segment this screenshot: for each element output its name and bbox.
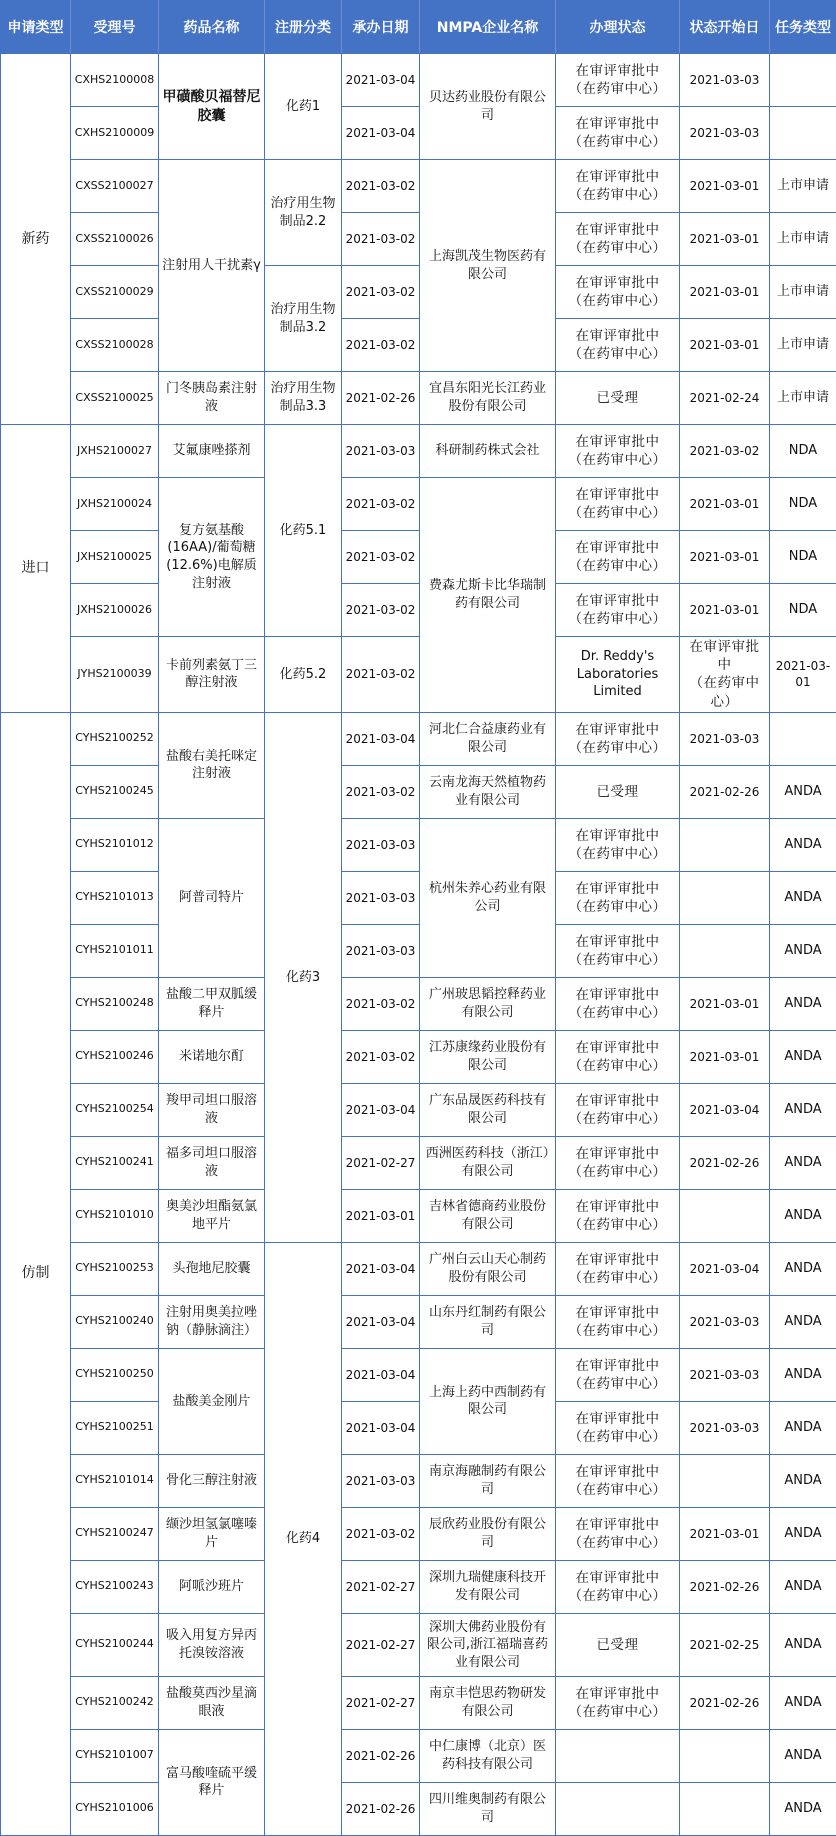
- task-type-cell: ANDA: [770, 1454, 836, 1507]
- task-type-cell: ANDA: [770, 818, 836, 871]
- header-registration-class: 注册分类: [265, 1, 342, 54]
- header-application-type: 申请类型: [1, 1, 71, 54]
- status-cell: [556, 1782, 680, 1835]
- header-undertake-date: 承办日期: [342, 1, 420, 54]
- status-start-date-cell: [680, 818, 770, 871]
- header-acceptance-number: 受理号: [71, 1, 159, 54]
- status-start-date-cell: 2021-03-03: [680, 1348, 770, 1401]
- table-row: [1, 637, 836, 713]
- table-row: [1, 1348, 836, 1401]
- status-cell: 在审评审批中 （在药审中心）: [556, 1136, 680, 1189]
- status-start-date-cell: 2021-03-02: [680, 425, 770, 478]
- status-start-date-cell: 2021-03-01: [680, 478, 770, 531]
- status-cell: 在审评审批中 （在药审中心）: [556, 712, 680, 765]
- status-cell: 在审评审批中 （在药审中心）: [556, 818, 680, 871]
- company-name-cell: 南京海融制药有限公司: [420, 1454, 556, 1507]
- task-type-cell: ANDA: [770, 977, 836, 1030]
- table-row: [1, 1782, 836, 1835]
- task-type-cell: ANDA: [770, 1295, 836, 1348]
- acceptance-number-cell: CYHS2100244: [71, 1613, 159, 1676]
- table-row: [1, 107, 836, 160]
- undertake-date-cell: 2021-03-02: [342, 765, 420, 818]
- status-cell: 在审评审批中 （在药审中心）: [556, 425, 680, 478]
- acceptance-number-cell: CYHS2101011: [71, 924, 159, 977]
- table-row: [1, 1560, 836, 1613]
- company-name-cell: 四川维奥制药有限公司: [420, 1782, 556, 1835]
- undertake-date-cell: 2021-03-04: [342, 1083, 420, 1136]
- acceptance-number-cell: CYHS2101014: [71, 1454, 159, 1507]
- task-type-cell: ANDA: [770, 1729, 836, 1782]
- company-name-cell: 吉林省德商药业股份有限公司: [420, 1189, 556, 1242]
- drug-name-cell: 缬沙坦氢氯噻嗪片: [159, 1507, 265, 1560]
- status-start-date-cell: [680, 871, 770, 924]
- task-type-cell: 上市申请: [770, 372, 836, 425]
- registration-class-cell: 化药5.2: [265, 637, 342, 713]
- undertake-date-cell: 2021-02-26: [342, 372, 420, 425]
- table-row: [1, 478, 836, 531]
- application-type-cell: 仿制: [1, 712, 71, 1835]
- undertake-date-cell: 2021-02-27: [342, 1560, 420, 1613]
- task-type-cell: NDA: [770, 478, 836, 531]
- task-type-cell: [770, 107, 836, 160]
- acceptance-number-cell: CYHS2100242: [71, 1676, 159, 1729]
- status-cell: 在审评审批中 （在药审中心）: [556, 266, 680, 319]
- table-row: [1, 818, 836, 871]
- status-start-date-cell: 2021-03-01: [680, 977, 770, 1030]
- drug-name-cell: 门冬胰岛素注射液: [159, 372, 265, 425]
- status-cell: 在审评审批中 （在药审中心）: [556, 107, 680, 160]
- table-row: [1, 871, 836, 924]
- status-start-date-cell: 2021-03-01: [680, 213, 770, 266]
- status-start-date-cell: 2021-02-26: [680, 1560, 770, 1613]
- table-row: [1, 1136, 836, 1189]
- task-type-cell: ANDA: [770, 1030, 836, 1083]
- undertake-date-cell: 2021-03-04: [342, 712, 420, 765]
- status-start-date-cell: 2021-03-01: [680, 160, 770, 213]
- header-drug-name: 药品名称: [159, 1, 265, 54]
- task-type-cell: 上市申请: [770, 213, 836, 266]
- task-type-cell: ANDA: [770, 1507, 836, 1560]
- table-row: [1, 1083, 836, 1136]
- company-name-cell: 深圳九瑞健康科技开发有限公司: [420, 1560, 556, 1613]
- registration-class-cell: 治疗用生物制品3.2: [265, 266, 342, 372]
- drug-name-cell: 头孢地尼胶囊: [159, 1242, 265, 1295]
- drug-name-cell: 盐酸右美托咪定注射液: [159, 712, 265, 818]
- undertake-date-cell: 2021-03-04: [342, 54, 420, 107]
- table-row: [1, 425, 836, 478]
- status-start-date-cell: [680, 1189, 770, 1242]
- header-company-name: NMPA企业名称: [420, 1, 556, 54]
- acceptance-number-cell: CXSS2100027: [71, 160, 159, 213]
- status-cell: 在审评审批中 （在药审中心）: [556, 1348, 680, 1401]
- status-start-date-cell: 2021-03-01: [680, 1507, 770, 1560]
- acceptance-number-cell: JXHS2100027: [71, 425, 159, 478]
- drug-name-cell: 注射用奥美拉唑钠（静脉滴注）: [159, 1295, 265, 1348]
- task-type-cell: ANDA: [770, 924, 836, 977]
- table-row: [1, 1242, 836, 1295]
- status-cell: 在审评审批中 （在药审中心）: [556, 1295, 680, 1348]
- task-type-cell: ANDA: [770, 1676, 836, 1729]
- registration-class-cell: 化药1: [265, 54, 342, 160]
- status-cell: 在审评审批中 （在药审中心）: [556, 54, 680, 107]
- drug-name-cell: 盐酸二甲双胍缓释片: [159, 977, 265, 1030]
- status-start-date-cell: 2021-03-04: [680, 1083, 770, 1136]
- status-cell: 在审评审批中 （在药审中心）: [556, 1189, 680, 1242]
- task-type-cell: NDA: [770, 584, 836, 637]
- company-name-cell: 南京丰恺思药物研发有限公司: [420, 1676, 556, 1729]
- status-cell: 在审评审批中 （在药审中心）: [556, 1507, 680, 1560]
- acceptance-number-cell: CYHS2100250: [71, 1348, 159, 1401]
- status-cell: 已受理: [556, 372, 680, 425]
- table-row: [1, 213, 836, 266]
- company-name-cell: 中仁康博（北京）医药科技有限公司: [420, 1729, 556, 1782]
- company-name-cell: 费森尤斯卡比华瑞制药有限公司: [420, 478, 556, 713]
- company-name-cell: 上海凯茂生物医药有限公司: [420, 160, 556, 372]
- undertake-date-cell: 2021-03-04: [342, 107, 420, 160]
- header-status-start-date: 状态开始日: [680, 1, 770, 54]
- drug-name-cell: 米诺地尔酊: [159, 1030, 265, 1083]
- status-cell: 在审评审批中 （在药审中心）: [556, 1030, 680, 1083]
- task-type-cell: ANDA: [770, 1136, 836, 1189]
- task-type-cell: ANDA: [770, 871, 836, 924]
- table-row: [1, 160, 836, 213]
- table-row: [1, 266, 836, 319]
- company-name-cell: 宜昌东阳光长江药业股份有限公司: [420, 372, 556, 425]
- company-name-cell: 山东丹红制药有限公司: [420, 1295, 556, 1348]
- task-type-cell: ANDA: [770, 765, 836, 818]
- acceptance-number-cell: CXSS2100029: [71, 266, 159, 319]
- acceptance-number-cell: CYHS2100248: [71, 977, 159, 1030]
- undertake-date-cell: 2021-03-04: [342, 1295, 420, 1348]
- status-start-date-cell: 2021-03-01: [680, 531, 770, 584]
- status-start-date-cell: [680, 1454, 770, 1507]
- status-cell: 在审评审批中 （在药审中心）: [556, 160, 680, 213]
- status-start-date-cell: 2021-03-04: [680, 1242, 770, 1295]
- acceptance-number-cell: CXSS2100028: [71, 319, 159, 372]
- table-row: [1, 1729, 836, 1782]
- status-cell: 在审评审批中 （在药审中心）: [556, 478, 680, 531]
- company-name-cell: 江苏康缘药业股份有限公司: [420, 1030, 556, 1083]
- table-row: [1, 1454, 836, 1507]
- task-type-cell: NDA: [770, 425, 836, 478]
- registration-class-cell: 治疗用生物制品3.3: [265, 372, 342, 425]
- application-type-cell: 新药: [1, 54, 71, 425]
- registration-class-cell: 化药5.1: [265, 425, 342, 637]
- drug-name-cell: 注射用人干扰素γ: [159, 160, 265, 372]
- company-name-cell: 云南龙海天然植物药业有限公司: [420, 765, 556, 818]
- acceptance-number-cell: CYHS2100246: [71, 1030, 159, 1083]
- drug-name-cell: 甲磺酸贝福替尼胶囊: [159, 54, 265, 160]
- table-row: [1, 319, 836, 372]
- company-name-cell: 上海上药中西制药有限公司: [420, 1348, 556, 1454]
- company-name-cell: Dr. Reddy's Laboratories Limited: [556, 637, 680, 713]
- company-name-cell: 杭州朱养心药业有限公司: [420, 818, 556, 977]
- status-start-date-cell: 2021-03-01: [680, 1030, 770, 1083]
- drug-name-cell: 福多司坦口服溶液: [159, 1136, 265, 1189]
- application-type-cell: 进口: [1, 425, 71, 713]
- acceptance-number-cell: CXHS2100009: [71, 107, 159, 160]
- acceptance-number-cell: CYHS2100252: [71, 712, 159, 765]
- acceptance-number-cell: CYHS2100251: [71, 1401, 159, 1454]
- status-cell: 在审评审批中 （在药审中心）: [556, 1454, 680, 1507]
- table-row: [1, 924, 836, 977]
- drug-name-cell: 吸入用复方异丙托溴铵溶液: [159, 1613, 265, 1676]
- task-type-cell: ANDA: [770, 1782, 836, 1835]
- undertake-date-cell: 2021-03-02: [342, 319, 420, 372]
- status-start-date-cell: 2021-03-03: [680, 1295, 770, 1348]
- company-name-cell: 西洲医药科技（浙江）有限公司: [420, 1136, 556, 1189]
- acceptance-number-cell: CYHS2101006: [71, 1782, 159, 1835]
- undertake-date-cell: 2021-03-03: [342, 1454, 420, 1507]
- acceptance-number-cell: CXSS2100025: [71, 372, 159, 425]
- status-cell: 已受理: [556, 1613, 680, 1676]
- drug-name-cell: 盐酸莫西沙星滴眼液: [159, 1676, 265, 1729]
- header-status: 办理状态: [556, 1, 680, 54]
- drug-name-cell: 阿哌沙班片: [159, 1560, 265, 1613]
- company-name-cell: 贝达药业股份有限公司: [420, 54, 556, 160]
- task-type-cell: ANDA: [770, 1083, 836, 1136]
- drug-name-cell: 艾氟康唑搽剂: [159, 425, 265, 478]
- acceptance-number-cell: CYHS2100253: [71, 1242, 159, 1295]
- drug-name-cell: 奥美沙坦酯氨氯地平片: [159, 1189, 265, 1242]
- table-row: [1, 1401, 836, 1454]
- table-row: [1, 1676, 836, 1729]
- status-start-date-cell: 2021-02-26: [680, 1136, 770, 1189]
- undertake-date-cell: 2021-03-03: [342, 871, 420, 924]
- undertake-date-cell: 2021-03-04: [342, 1348, 420, 1401]
- acceptance-number-cell: CYHS2100245: [71, 765, 159, 818]
- undertake-date-cell: 2021-03-02: [342, 1507, 420, 1560]
- status-cell: [556, 1729, 680, 1782]
- acceptance-number-cell: CXHS2100008: [71, 54, 159, 107]
- acceptance-number-cell: CYHS2101010: [71, 1189, 159, 1242]
- status-cell: 在审评审批中 （在药审中心）: [556, 1560, 680, 1613]
- undertake-date-cell: 2021-03-03: [342, 818, 420, 871]
- company-name-cell: 广州白云山天心制药股份有限公司: [420, 1242, 556, 1295]
- drug-name-cell: 卡前列素氨丁三醇注射液: [159, 637, 265, 713]
- task-type-cell: 上市申请: [770, 160, 836, 213]
- company-name-cell: 广东品晟医药科技有限公司: [420, 1083, 556, 1136]
- undertake-date-cell: 2021-03-03: [342, 425, 420, 478]
- undertake-date-cell: 2021-03-02: [342, 213, 420, 266]
- status-cell: 在审评审批中 （在药审中心）: [556, 871, 680, 924]
- undertake-date-cell: 2021-03-02: [342, 1030, 420, 1083]
- header-task-type: 任务类型: [770, 1, 836, 54]
- undertake-date-cell: 2021-03-02: [342, 531, 420, 584]
- registration-class-cell: 化药4: [265, 1242, 342, 1835]
- acceptance-number-cell: JXHS2100026: [71, 584, 159, 637]
- status-cell: 在审评审批中 （在药审中心）: [556, 1401, 680, 1454]
- acceptance-number-cell: CYHS2101013: [71, 871, 159, 924]
- drug-name-cell: 盐酸美金刚片: [159, 1348, 265, 1454]
- status-cell: 在审评审批中 （在药审中心）: [556, 319, 680, 372]
- acceptance-number-cell: CYHS2100243: [71, 1560, 159, 1613]
- acceptance-number-cell: JXHS2100025: [71, 531, 159, 584]
- undertake-date-cell: 2021-03-04: [342, 1401, 420, 1454]
- undertake-date-cell: 2021-03-03: [342, 924, 420, 977]
- undertake-date-cell: 2021-03-02: [342, 584, 420, 637]
- table-row: [1, 1295, 836, 1348]
- task-type-cell: ANDA: [770, 1560, 836, 1613]
- status-start-date-cell: [680, 924, 770, 977]
- acceptance-number-cell: CYHS2101007: [71, 1729, 159, 1782]
- status-cell: 在审评审批中 （在药审中心）: [556, 1083, 680, 1136]
- status-start-date-cell: 2021-02-26: [680, 1676, 770, 1729]
- status-start-date-cell: 2021-03-03: [680, 1401, 770, 1454]
- undertake-date-cell: 2021-03-02: [342, 160, 420, 213]
- company-name-cell: 辰欣药业股份有限公司: [420, 1507, 556, 1560]
- drug-name-cell: 复方氨基酸(16AA)/葡萄糖(12.6%)电解质注射液: [159, 478, 265, 637]
- drug-name-cell: 富马酸喹硫平缓释片: [159, 1729, 265, 1835]
- undertake-date-cell: 2021-03-02: [342, 478, 420, 531]
- status-start-date-cell: 2021-03-01: [680, 266, 770, 319]
- company-name-cell: 河北仁合益康药业有限公司: [420, 712, 556, 765]
- table-row: [1, 584, 836, 637]
- table-header-row: [1, 1, 836, 54]
- status-cell: 在审评审批中 （在药审中心）: [680, 637, 770, 713]
- status-cell: 在审评审批中 （在药审中心）: [556, 1242, 680, 1295]
- undertake-date-cell: 2021-03-02: [342, 637, 420, 713]
- status-start-date-cell: 2021-02-25: [680, 1613, 770, 1676]
- company-name-cell: 深圳大佛药业股份有限公司,浙江福瑞喜药业有限公司: [420, 1613, 556, 1676]
- status-start-date-cell: 2021-03-01: [680, 319, 770, 372]
- table-row: [1, 1613, 836, 1676]
- status-start-date-cell: 2021-02-26: [680, 765, 770, 818]
- status-start-date-cell: [680, 1729, 770, 1782]
- task-type-cell: 上市申请: [770, 319, 836, 372]
- undertake-date-cell: 2021-02-27: [342, 1613, 420, 1676]
- task-type-cell: ANDA: [770, 1401, 836, 1454]
- table-row: [1, 712, 836, 765]
- registration-class-cell: 治疗用生物制品2.2: [265, 160, 342, 266]
- undertake-date-cell: 2021-02-27: [342, 1136, 420, 1189]
- acceptance-number-cell: CYHS2101012: [71, 818, 159, 871]
- table-row: [1, 1030, 836, 1083]
- status-cell: 已受理: [556, 765, 680, 818]
- status-start-date-cell: 2021-03-03: [680, 54, 770, 107]
- drug-name-cell: 羧甲司坦口服溶液: [159, 1083, 265, 1136]
- company-name-cell: 科研制药株式会社: [420, 425, 556, 478]
- status-cell: 在审评审批中 （在药审中心）: [556, 977, 680, 1030]
- status-cell: 在审评审批中 （在药审中心）: [556, 584, 680, 637]
- undertake-date-cell: 2021-03-04: [342, 1242, 420, 1295]
- acceptance-number-cell: CYHS2100240: [71, 1295, 159, 1348]
- table-row: [1, 1507, 836, 1560]
- undertake-date-cell: 2021-02-26: [342, 1782, 420, 1835]
- drug-name-cell: 阿普司特片: [159, 818, 265, 977]
- undertake-date-cell: 2021-03-01: [342, 1189, 420, 1242]
- status-cell: 在审评审批中 （在药审中心）: [556, 1676, 680, 1729]
- status-start-date-cell: 2021-03-03: [680, 107, 770, 160]
- status-cell: 在审评审批中 （在药审中心）: [556, 924, 680, 977]
- acceptance-number-cell: JYHS2100039: [71, 637, 159, 713]
- table-row: [1, 765, 836, 818]
- undertake-date-cell: 2021-02-27: [342, 1676, 420, 1729]
- task-type-cell: ANDA: [770, 1613, 836, 1676]
- task-type-cell: [770, 54, 836, 107]
- undertake-date-cell: 2021-03-02: [342, 977, 420, 1030]
- task-type-cell: ANDA: [770, 1242, 836, 1295]
- acceptance-number-cell: CXSS2100026: [71, 213, 159, 266]
- undertake-date-cell: 2021-02-26: [342, 1729, 420, 1782]
- status-start-date-cell: 2021-03-03: [680, 712, 770, 765]
- task-type-cell: 上市申请: [770, 266, 836, 319]
- status-start-date-cell: 2021-03-01: [770, 637, 836, 713]
- registration-class-cell: 化药3: [265, 712, 342, 1242]
- acceptance-number-cell: CYHS2100247: [71, 1507, 159, 1560]
- table-row: [1, 372, 836, 425]
- task-type-cell: [770, 712, 836, 765]
- acceptance-number-cell: CYHS2100254: [71, 1083, 159, 1136]
- status-start-date-cell: [680, 1782, 770, 1835]
- task-type-cell: ANDA: [770, 1348, 836, 1401]
- table-row: [1, 531, 836, 584]
- status-start-date-cell: 2021-02-24: [680, 372, 770, 425]
- status-cell: 在审评审批中 （在药审中心）: [556, 213, 680, 266]
- table-row: [1, 54, 836, 107]
- acceptance-number-cell: CYHS2100241: [71, 1136, 159, 1189]
- status-cell: 在审评审批中 （在药审中心）: [556, 531, 680, 584]
- task-type-cell: NDA: [770, 531, 836, 584]
- undertake-date-cell: 2021-03-02: [342, 266, 420, 319]
- status-start-date-cell: 2021-03-01: [680, 584, 770, 637]
- drug-name-cell: 骨化三醇注射液: [159, 1454, 265, 1507]
- table-row: [1, 1189, 836, 1242]
- acceptance-number-cell: JXHS2100024: [71, 478, 159, 531]
- company-name-cell: 广州玻思韬控释药业有限公司: [420, 977, 556, 1030]
- task-type-cell: ANDA: [770, 1189, 836, 1242]
- table-row: [1, 977, 836, 1030]
